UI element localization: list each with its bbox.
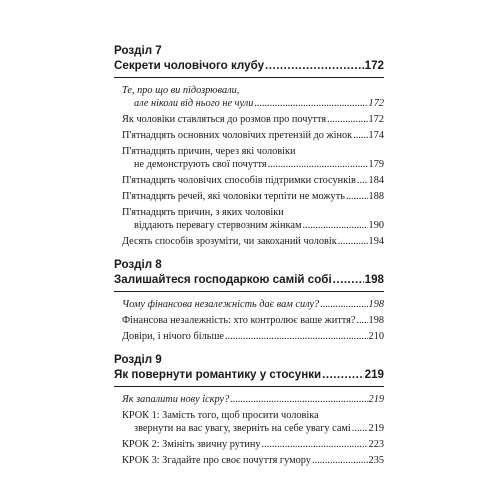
entry-line bbox=[122, 206, 384, 219]
dot-leader bbox=[254, 97, 367, 110]
toc-entry[interactable] bbox=[114, 113, 384, 126]
entry-page-number: 219 bbox=[368, 423, 384, 434]
entry-page-number: 219 bbox=[368, 394, 384, 405]
entry-text: КРОК 2: Змініть звичну рутину bbox=[122, 439, 261, 450]
chapter-page-number: 172 bbox=[364, 59, 384, 72]
dot-leader bbox=[322, 367, 364, 382]
entry-text: П'ятнадцять причин, через які чоловіки bbox=[122, 146, 296, 157]
toc-entry[interactable] bbox=[114, 393, 384, 406]
chapter-label: Розділ 8 bbox=[114, 258, 162, 271]
chapter-title: Залишайтеся господаркою самій собі bbox=[114, 273, 332, 286]
entry-text: П'ятнадцять основних чоловічих претензій до жінок bbox=[122, 130, 353, 141]
entry-page-number: 179 bbox=[368, 159, 384, 170]
dot-leader bbox=[327, 113, 367, 126]
entry-page-number: 188 bbox=[368, 191, 384, 202]
dot-leader bbox=[302, 219, 367, 232]
dot-leader bbox=[230, 393, 367, 406]
entry-page-number: 184 bbox=[368, 175, 384, 186]
entry-text: але ніколи від нього не чули bbox=[134, 98, 254, 109]
entry-line bbox=[122, 145, 384, 158]
entry-line bbox=[122, 438, 384, 451]
entry-line bbox=[122, 393, 384, 406]
chapter-label: Розділ 9 bbox=[114, 353, 162, 366]
dot-leader bbox=[225, 330, 368, 343]
entry-line bbox=[122, 84, 384, 97]
toc-entry[interactable] bbox=[114, 174, 384, 187]
dot-leader bbox=[338, 235, 368, 248]
chapter-label: Розділ 7 bbox=[114, 44, 162, 57]
entry-line bbox=[122, 409, 384, 422]
chapter-title-row[interactable] bbox=[114, 272, 384, 292]
dot-leader bbox=[268, 158, 368, 171]
entry-list bbox=[114, 298, 384, 343]
dot-leader bbox=[265, 58, 364, 73]
toc-entry[interactable] bbox=[114, 190, 384, 203]
entry-list bbox=[114, 84, 384, 248]
toc-entry[interactable] bbox=[114, 84, 384, 110]
entry-page-number: 172 bbox=[368, 114, 384, 125]
entry-text: Те, про що ви підозрювали, bbox=[122, 85, 240, 96]
entry-text: віддають перевагу стервозним жінкам bbox=[134, 220, 302, 231]
entry-page-number: 210 bbox=[368, 331, 384, 342]
entry-line bbox=[122, 219, 384, 232]
toc-entry[interactable] bbox=[114, 330, 384, 343]
entry-page-number: 174 bbox=[368, 130, 384, 141]
entry-page-number: 172 bbox=[368, 98, 384, 109]
dot-leader bbox=[320, 298, 367, 311]
entry-text: Фінансова незалежність: хто контролює ваше життя? bbox=[122, 315, 356, 326]
dot-leader bbox=[357, 174, 368, 187]
entry-line bbox=[122, 190, 384, 203]
toc-chapter-section bbox=[114, 44, 384, 248]
entry-line bbox=[122, 422, 384, 435]
entry-line bbox=[122, 314, 384, 327]
entry-line bbox=[122, 97, 384, 110]
toc-entry[interactable] bbox=[114, 129, 384, 142]
entry-line bbox=[122, 454, 384, 467]
toc-chapter-section bbox=[114, 258, 384, 343]
entry-text: Десять способів зрозуміти, чи закоханий чоловік bbox=[122, 236, 337, 247]
dot-leader bbox=[352, 422, 368, 435]
toc-entry[interactable] bbox=[114, 145, 384, 171]
entry-text: Як запалити нову іскру? bbox=[122, 394, 230, 405]
entry-page-number: 190 bbox=[368, 220, 384, 231]
entry-page-number: 198 bbox=[368, 315, 384, 326]
dot-leader bbox=[262, 438, 368, 451]
chapter-page-number: 198 bbox=[364, 273, 384, 286]
dot-leader bbox=[353, 129, 367, 142]
toc-entry[interactable] bbox=[114, 409, 384, 435]
dot-leader bbox=[312, 454, 368, 467]
entry-text: Довіри, і нічого більше bbox=[122, 331, 224, 342]
entry-text: Чому фінансова незалежність дає вам силу? bbox=[122, 299, 320, 310]
dot-leader bbox=[346, 190, 368, 203]
toc-chapter-section bbox=[114, 353, 384, 467]
entry-line bbox=[122, 298, 384, 311]
entry-line bbox=[122, 174, 384, 187]
entry-page-number: 194 bbox=[368, 236, 384, 247]
entry-text: КРОК 3: Згадайте про своє почуття гумору bbox=[122, 455, 311, 466]
entry-line bbox=[122, 113, 384, 126]
entry-page-number: 198 bbox=[368, 299, 384, 310]
chapter-title-row[interactable] bbox=[114, 58, 384, 78]
entry-text: П'ятнадцять чоловічих способів підтримки стосунків bbox=[122, 175, 356, 186]
chapter-page-number: 219 bbox=[364, 368, 384, 381]
toc-entry[interactable] bbox=[114, 206, 384, 232]
entry-line bbox=[122, 158, 384, 171]
dot-leader bbox=[333, 272, 364, 287]
toc-entry[interactable] bbox=[114, 314, 384, 327]
entry-text: П'ятнадцять причин, з яких чоловіки bbox=[122, 207, 284, 218]
entry-text: не демонструють свої почуття bbox=[134, 159, 267, 170]
entry-line bbox=[122, 330, 384, 343]
toc-entry[interactable] bbox=[114, 454, 384, 467]
entry-text: П'ятнадцять речей, які чоловіки терпіти не можуть bbox=[122, 191, 345, 202]
chapter-title-row[interactable] bbox=[114, 367, 384, 387]
entry-text: КРОК 1: Замість того, щоб просити чоловіка bbox=[122, 410, 319, 421]
toc-entry[interactable] bbox=[114, 438, 384, 451]
chapter-title: Секрети чоловічого клубу bbox=[114, 59, 265, 72]
entry-line bbox=[122, 129, 384, 142]
entry-page-number: 223 bbox=[368, 439, 384, 450]
dot-leader bbox=[356, 314, 367, 327]
entry-list bbox=[114, 393, 384, 467]
entry-line bbox=[122, 235, 384, 248]
entry-text: Як чоловіки ставляться до розмов про почуття bbox=[122, 114, 327, 125]
entry-text: звернути на вас увагу, зверніть на себе увагу самі bbox=[134, 423, 351, 434]
chapter-title: Як повернути романтику у стосунки bbox=[114, 368, 322, 381]
entry-page-number: 235 bbox=[368, 455, 384, 466]
toc-entry[interactable] bbox=[114, 235, 384, 248]
toc-entry[interactable] bbox=[114, 298, 384, 311]
table-of-contents bbox=[114, 44, 384, 477]
